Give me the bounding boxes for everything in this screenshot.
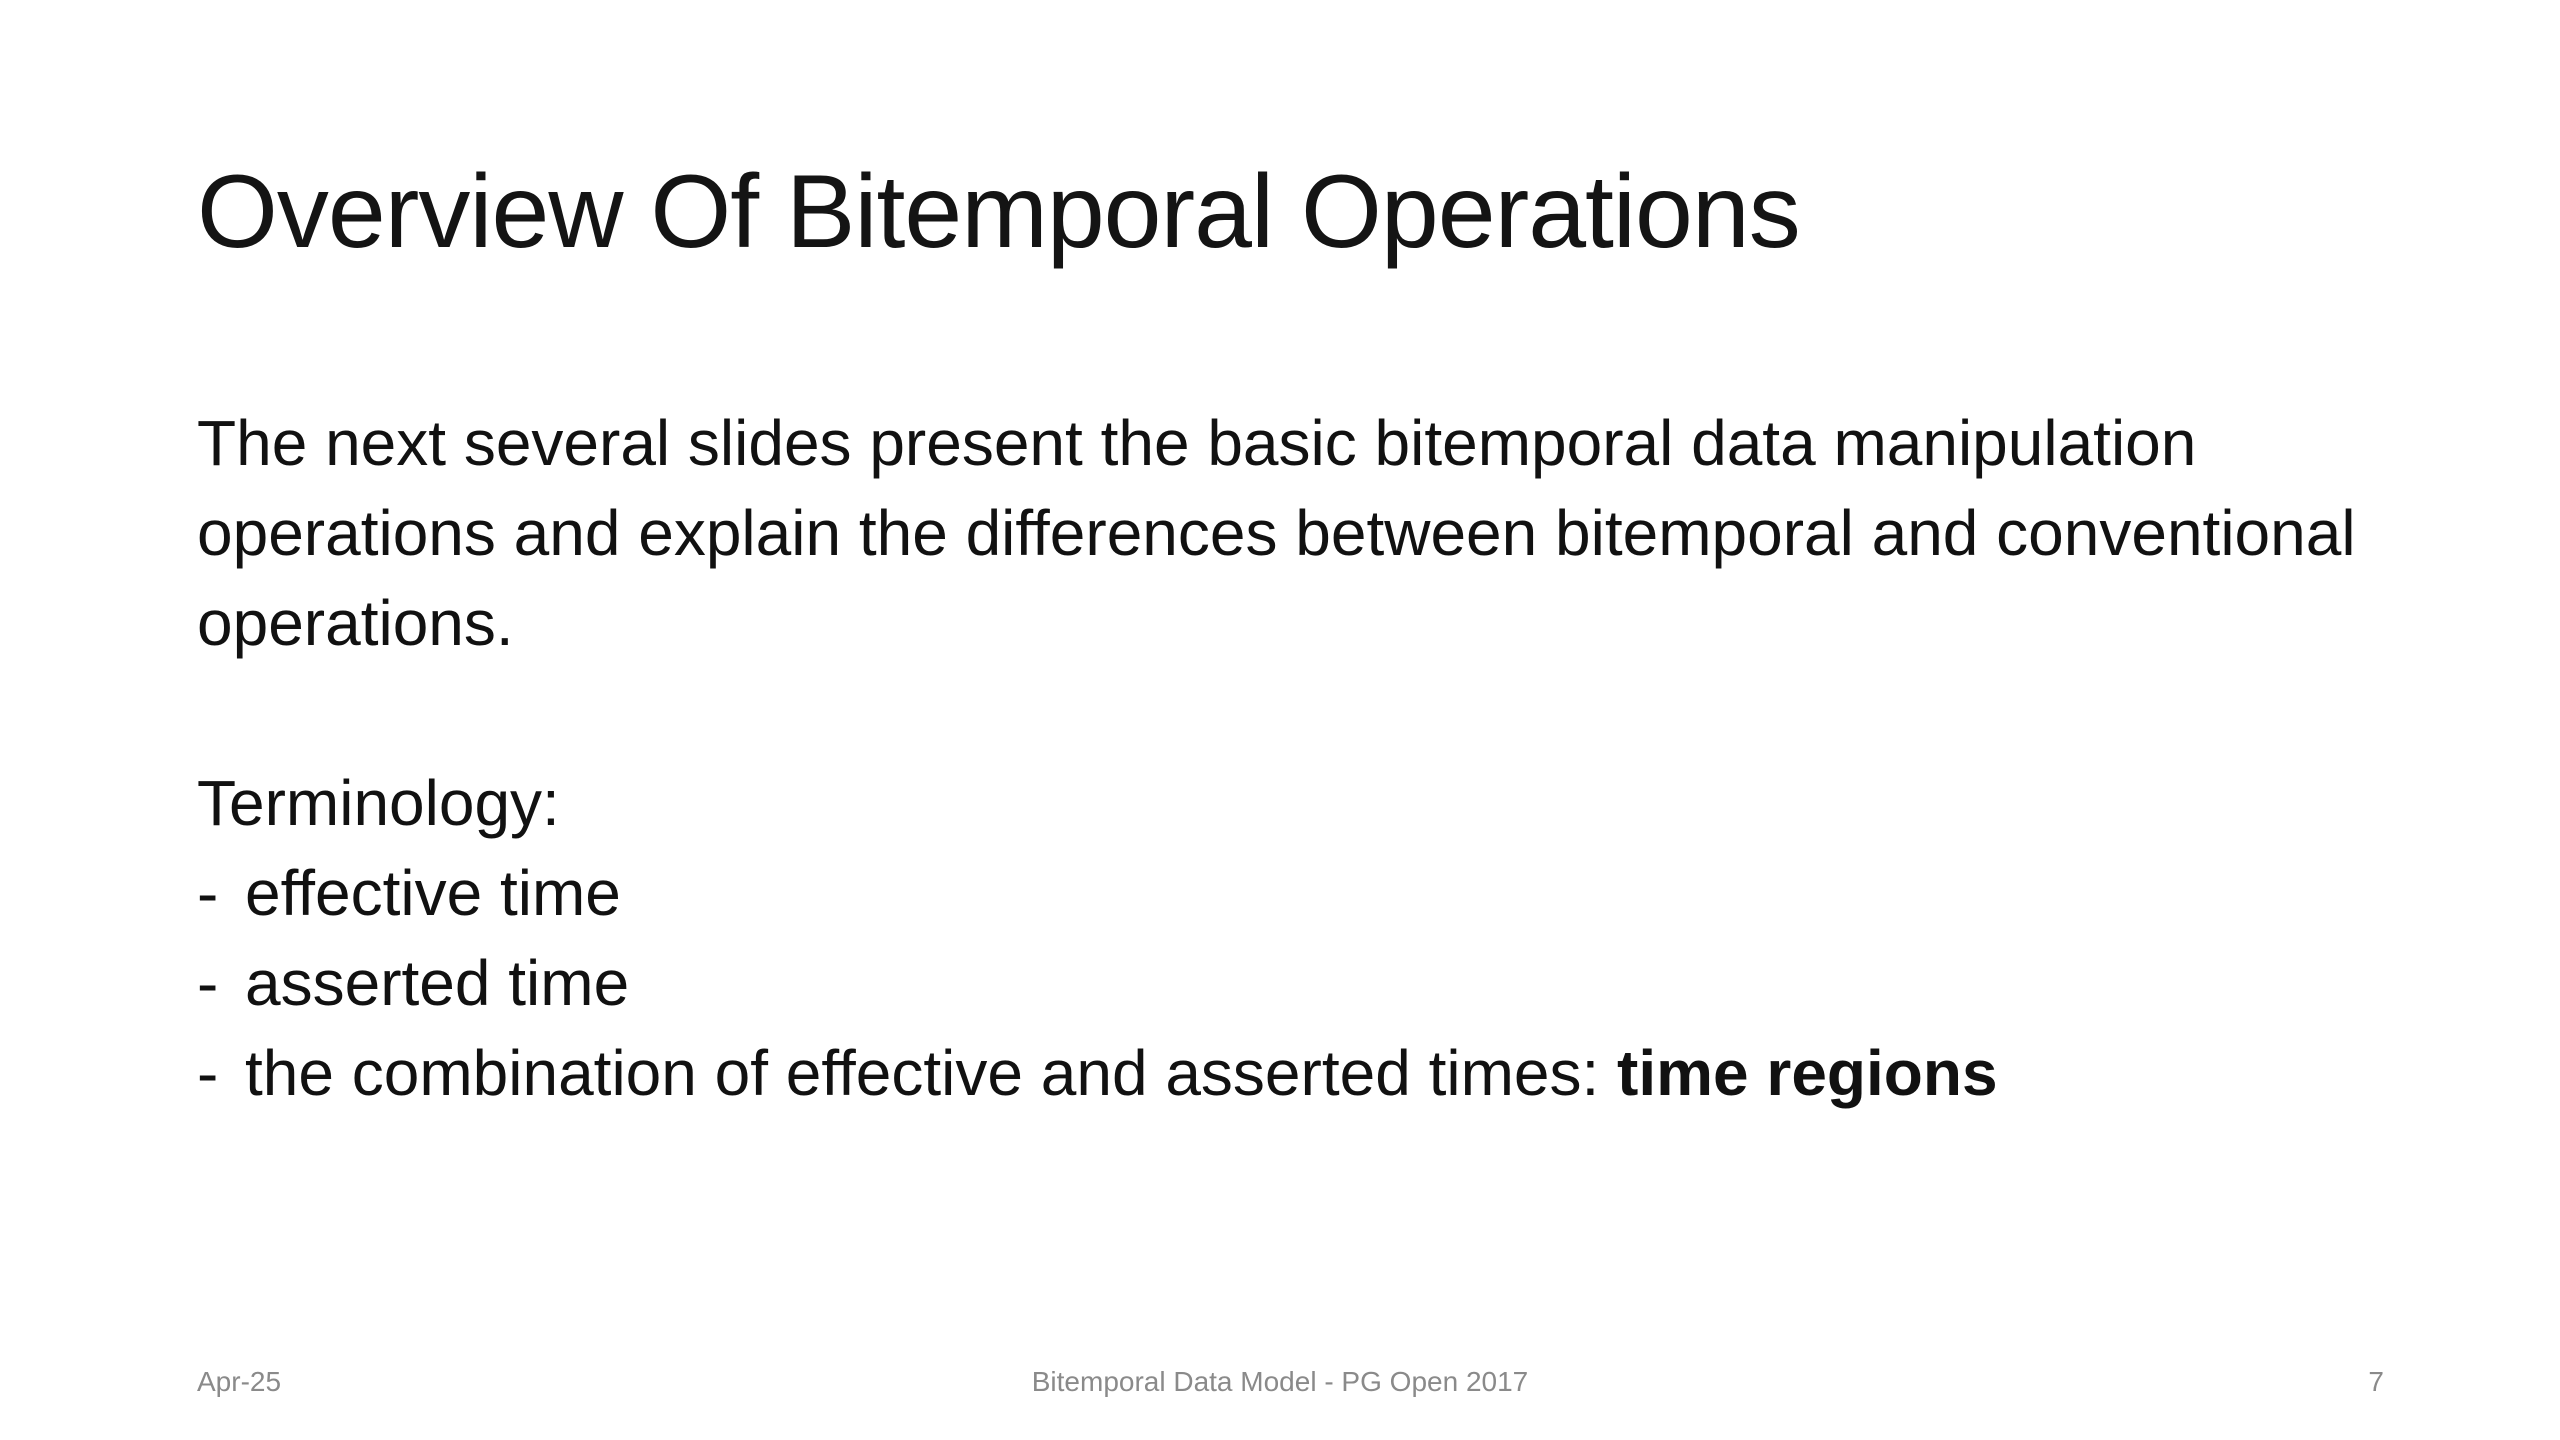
slide-body (197, 398, 2427, 1118)
slide-title: Overview Of Bitemporal Operations (197, 154, 1800, 270)
bullet-dash: - (197, 857, 219, 929)
terminology-heading: Terminology: (197, 767, 560, 839)
bullet-content (245, 1028, 1998, 1118)
bullet-dash: - (197, 947, 219, 1019)
list-item (197, 1028, 2427, 1118)
bullet-text: the combination of effective and asserted times: (245, 1037, 1618, 1109)
list-item (197, 848, 2427, 938)
bullet-dash: - (197, 1037, 219, 1109)
paragraph-spacer (197, 668, 2427, 758)
page-number: 7 (2368, 1366, 2384, 1397)
bullet-bold-text: time regions (1617, 1037, 1998, 1109)
bullet-text: asserted time (245, 947, 630, 1019)
list-item (197, 938, 2427, 1028)
intro-paragraph: The next several slides present the basic bitemporal data manipulation operations and explain the differences between bitemporal and conventional operations. (197, 407, 2356, 659)
footer-date: Apr-25 (197, 1366, 282, 1397)
bullet-text: effective time (245, 857, 621, 929)
footer-title: Bitemporal Data Model - PG Open 2017 (1031, 1366, 1529, 1397)
